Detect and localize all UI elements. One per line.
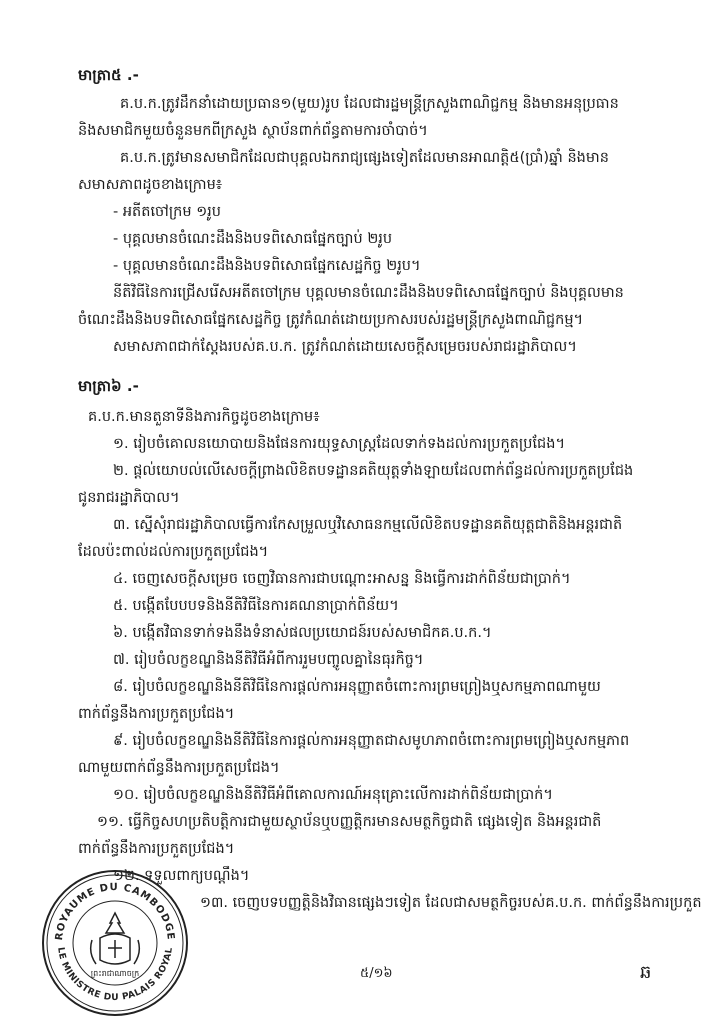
article-5-paragraph-4: សមាសភាពជាក់ស្តែងរបស់គ.ប.ក. ត្រូវកំណត់ដោយសេចក្តីសម្រេចរបស់រាជរដ្ឋាភិបាល។	[113, 339, 577, 355]
royal-seal-stamp	[40, 868, 190, 1018]
article-5-bullet-1: - អតីតចៅក្រម ១រូប	[113, 204, 221, 220]
article-6-item-2-line-2: ជូនរាជរដ្ឋាភិបាល។	[78, 490, 180, 506]
seal-top-text: ROYAUME DU CAMBODGE	[53, 881, 177, 942]
article-6-item-13: ១៣. ចេញបទបញ្ញត្តិនិងវិធានផ្សេងៗទៀត ដែលជាសមត្ថកិច្ចរបស់គ.ប.ក. ពាក់ព័ន្ធនឹងការប្រកួត	[200, 895, 702, 911]
article-6-item-3-line-1: ៣. ស្នើសុំរាជរដ្ឋាភិបាលធ្វើការកែសម្រួលឬវិសោធនកម្មលើលិខិតបទដ្ឋានគតិយុត្តជាតិនិងអន្តរជាតិ	[113, 517, 623, 533]
article-6-item-8-line-1: ៨. រៀបចំលក្ខខណ្ឌនិងនីតិវិធីនៃការផ្តល់ការអនុញ្ញាតចំពោះការព្រមព្រៀងឬសកម្មភាពណាមួយ	[113, 679, 601, 695]
article-6-item-12: ១២. ទទួលពាក្យបណ្តឹង។	[113, 868, 250, 884]
seal-center-text: ព្រះរាជាណាចក្រ	[90, 969, 140, 978]
page-number: ៥/១៦	[360, 966, 393, 981]
article-6-item-11-line-1: ១១. ធ្វើកិច្ចសហប្រតិបត្តិការជាមួយស្ថាប័នឬបញ្ញត្តិករមានសមត្ថកិច្ចជាតិ ផ្សេងទៀត និងអន្តរជាតិ	[97, 814, 602, 830]
article-6-item-6: ៦. បង្កើតវិធានទាក់ទងនឹងទំនាស់ផលប្រយោជន៍របស់សមាជិកគ.ប.ក.។	[113, 625, 492, 641]
article-5-paragraph-1-line-1: គ.ប.ក.ត្រូវដឹកនាំដោយប្រធាន១(មួយ)រូប ដែលជារដ្ឋមន្ត្រីក្រសួងពាណិជ្ជកម្ម និងមានអនុប្រធាន	[120, 96, 619, 112]
article-6-item-7: ៧. រៀបចំលក្ខខណ្ឌនិងនីតិវិធីអំពីការរួមបញ្ចូលគ្នានៃធុរកិច្ច។	[113, 652, 424, 668]
article-6-item-4: ៤. ចេញសេចក្តីសម្រេច ចេញវិធានការជាបណ្តោះអាសន្ន និងធ្វើការដាក់ពិន័យជាប្រាក់។	[113, 571, 571, 587]
article-6-item-3-line-2: ដែលប៉ះពាល់ដល់ការប្រកួតប្រជែង។	[78, 544, 269, 560]
article-5-paragraph-3-line-2: ចំណេះដឹងនិងបទពិសោធផ្នែកសេដ្ឋកិច្ច ត្រូវកំណត់ដោយប្រកាសរបស់រដ្ឋមន្ត្រីក្រសួងពាណិជ្ជកម្ម។	[78, 312, 584, 328]
article-6-item-9-line-2: ណាមួយពាក់ព័ន្ធនឹងការប្រកួតប្រជែង។	[78, 760, 280, 776]
article-6-item-5: ៥. បង្កើតបែបបទនិងនីតិវិធីនៃការគណនាប្រាក់ពិន័យ។	[113, 598, 399, 614]
article-5-paragraph-3-line-1: នីតិវិធីនៃការជ្រើសរើសអតីតចៅក្រម បុគ្គលមានចំណេះដឹងនិងបទពិសោធផ្នែកច្បាប់ និងបុគ្គលមាន	[113, 285, 624, 301]
article-5-paragraph-2-line-1: គ.ប.ក.ត្រូវមានសមាជិកដែលជាបុគ្គលឯករាជ្យផ្សេងទៀតដែលមានអាណត្តិ៥(ប្រាំ)ឆ្នាំ និងមាន	[120, 150, 609, 166]
article-6-item-2-line-1: ២. ផ្តល់យោបល់លើសេចក្តីព្រាងលិខិតបទដ្ឋានគតិយុត្តទាំងឡាយដែលពាក់ព័ន្ធដល់ការប្រកួតប្រជែង	[113, 463, 634, 479]
article-6-item-11-line-2: ពាក់ព័ន្ធនឹងការប្រកួតប្រជែង។	[78, 841, 235, 857]
article-5-bullet-3: - បុគ្គលមានចំណេះដឹងនិងបទពិសោធផ្នែកសេដ្ឋកិច្ច ២រូប។	[113, 258, 421, 274]
article-5-paragraph-1-line-2: និងសមាជិកមួយចំនួនមកពីក្រសួង ស្ថាប័នពាក់ព័ន្ធតាមការចាំបាច់។	[78, 123, 428, 139]
article-6-item-10: ១០. រៀបចំលក្ខខណ្ឌនិងនីតិវិធីអំពីគោលការណ៍អនុគ្រោះលើការដាក់ពិន័យជាប្រាក់។	[113, 787, 553, 803]
article-5-title: មាត្រា៥ .-	[78, 66, 139, 84]
article-6-item-1: ១. រៀបចំគោលនយោបាយនិងផែនការយុទ្ធសាស្ត្រដែលទាក់ទងដល់ការប្រកួតប្រជែង។	[113, 436, 566, 452]
article-6-item-9-line-1: ៩. រៀបចំលក្ខខណ្ឌនិងនីតិវិធីនៃការផ្តល់ការអនុញ្ញាតជាសមូហភាពចំពោះការព្រមព្រៀងឬសកម្មភាព	[113, 733, 630, 749]
initial-signature: ឆ	[640, 962, 652, 983]
article-6-item-8-line-2: ពាក់ព័ន្ធនឹងការប្រកួតប្រជែង។	[78, 706, 235, 722]
article-5-bullet-2: - បុគ្គលមានចំណេះដឹងនិងបទពិសោធផ្នែកច្បាប់ ២រូប	[113, 231, 393, 247]
article-5-paragraph-2-line-2: សមាសភាពដូចខាងក្រោម៖	[78, 177, 223, 193]
article-6-intro: គ.ប.ក.មានតួនាទីនិងភារកិច្ចដូចខាងក្រោម៖	[88, 409, 320, 425]
article-6-title: មាត្រា៦ .-	[78, 377, 139, 395]
seal-emblem-icon	[91, 913, 140, 964]
seal-bottom-text: LE MINISTRE DU PALAIS ROYAL	[55, 946, 175, 1004]
